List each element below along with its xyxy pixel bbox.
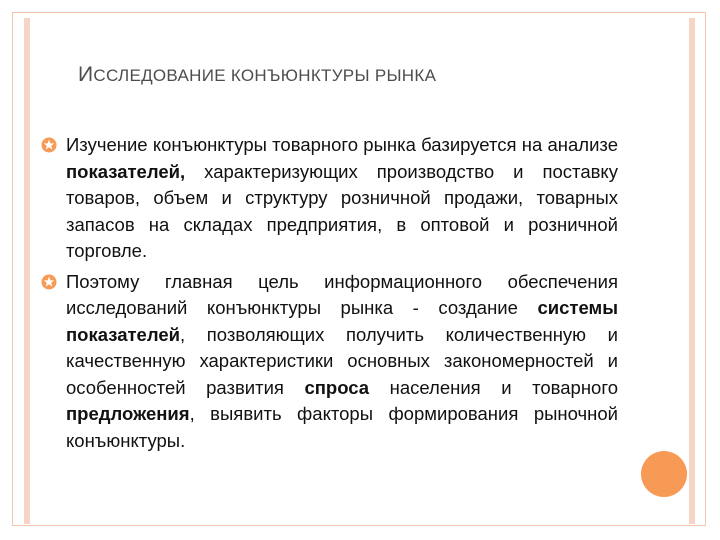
bullet-text: Изучение конъюнктуры товарного рынка базируется на анализе: [66, 134, 618, 155]
title-first-letter: И: [78, 63, 94, 86]
star-icon: [41, 274, 57, 290]
right-decorative-bar: [689, 18, 695, 524]
bullet-text: Поэтому главная цель информационного обеспечения исследований конъюнктуры рынка - создание: [66, 270, 618, 318]
left-decorative-bar: [24, 18, 30, 524]
bullet-emphasis: спроса: [304, 376, 370, 398]
slide-title: [78, 63, 436, 87]
bullet-item: [66, 132, 618, 265]
bullet-item: [66, 269, 618, 455]
bullet-text: характеризующих производство и поставку товаров, объем и структуру розничной продажи, товарных запасов на складах предприятия, в оптовой и розничной торговле.: [66, 160, 618, 261]
bullet-emphasis: системы показателей: [66, 297, 618, 345]
bullet-emphasis: предложения: [66, 403, 190, 424]
slide-content: [66, 132, 618, 458]
bullet-emphasis: показателей,: [66, 160, 186, 182]
title-rest: ССЛЕДОВАНИЕ КОНЪЮНКТУРЫ РЫНКА: [93, 66, 437, 85]
bullet-text: населения и товарного: [369, 376, 618, 398]
star-icon: [41, 137, 57, 153]
bullet-text: , выявить факторы формирования рыночной конъюнктуры.: [66, 403, 618, 451]
bullet-text: , позволяющих получить количественную и качественную характеристики основных закономерностей и особенностей развития: [66, 323, 618, 398]
decorative-circle: [641, 451, 687, 497]
